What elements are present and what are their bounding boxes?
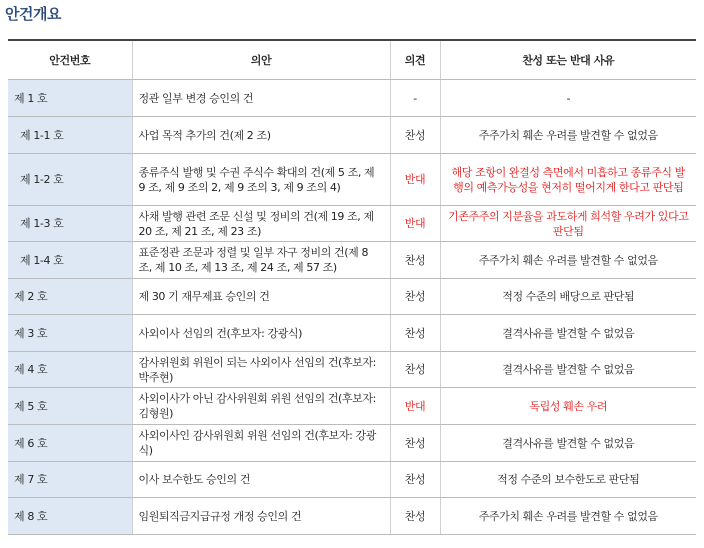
opinion-cell: 찬성 <box>390 462 440 498</box>
header-opinion: 의견 <box>390 40 440 80</box>
reason-cell: 주주가치 훼손 우려를 발견할 수 없었음 <box>440 498 696 535</box>
table-row <box>8 117 696 154</box>
agenda-title-cell: 정관 일부 변경 승인의 건 <box>132 80 390 117</box>
agenda-table <box>8 39 696 535</box>
agenda-number-cell: 제 1-4 호 <box>8 242 132 279</box>
header-number: 안건번호 <box>8 40 132 80</box>
agenda-title-cell: 임원퇴직금지급규정 개정 승인의 건 <box>132 498 390 535</box>
reason-cell: - <box>440 80 696 117</box>
agenda-title-cell: 사업 목적 추가의 건(제 2 조) <box>132 117 390 154</box>
agenda-number-cell: 제 3 호 <box>8 315 132 352</box>
agenda-title-cell: 사채 발행 관련 조문 신설 및 정비의 건(제 19 조, 제 20 조, 제 21 조, 제 23 조) <box>132 206 390 242</box>
header-reason: 찬성 또는 반대 사유 <box>440 40 696 80</box>
agenda-title-cell: 표준정관 조문과 정렬 및 일부 자구 정비의 건(제 8 조, 제 10 조, 제 13 조, 제 24 조, 제 57 조) <box>132 242 390 279</box>
reason-cell: 적정 수준의 보수한도로 판단됨 <box>440 462 696 498</box>
table-header-row <box>8 40 696 80</box>
reason-cell: 해당 조항이 완결성 측면에서 미흡하고 종류주식 발행의 예측가능성을 현저히 떨어지게 한다고 판단됨 <box>440 154 696 206</box>
table-row <box>8 462 696 498</box>
agenda-number-cell: 제 6 호 <box>8 425 132 462</box>
opinion-cell: 찬성 <box>390 315 440 352</box>
agenda-title-cell: 제 30 기 재무제표 승인의 건 <box>132 279 390 315</box>
opinion-cell: 찬성 <box>390 352 440 388</box>
agenda-number-cell: 제 1 호 <box>8 80 132 117</box>
reason-cell: 결격사유를 발견할 수 없었음 <box>440 315 696 352</box>
opinion-cell: 찬성 <box>390 242 440 279</box>
table-row <box>8 242 696 279</box>
opinion-cell: - <box>390 80 440 117</box>
agenda-number-cell: 제 8 호 <box>8 498 132 535</box>
table-row <box>8 279 696 315</box>
opinion-cell: 반대 <box>390 154 440 206</box>
reason-cell: 적정 수준의 배당으로 판단됨 <box>440 279 696 315</box>
reason-cell: 결격사유를 발견할 수 없었음 <box>440 425 696 462</box>
reason-cell: 기존주주의 지분율을 과도하게 희석할 우려가 있다고 판단됨 <box>440 206 696 242</box>
agenda-number-cell: 제 2 호 <box>8 279 132 315</box>
reason-cell: 주주가치 훼손 우려를 발견할 수 없었음 <box>440 242 696 279</box>
reason-cell: 주주가치 훼손 우려를 발견할 수 없었음 <box>440 117 696 154</box>
agenda-number-cell: 제 4 호 <box>8 352 132 388</box>
opinion-cell: 반대 <box>390 206 440 242</box>
agenda-number-cell: 제 1-2 호 <box>8 154 132 206</box>
reason-cell: 독립성 훼손 우려 <box>440 388 696 425</box>
table-row <box>8 388 696 425</box>
agenda-title-cell: 사외이사인 감사위원회 위원 선임의 건(후보자: 강광식) <box>132 425 390 462</box>
agenda-title-cell: 사외이사가 아닌 감사위원회 위원 선임의 건(후보자: 김형원) <box>132 388 390 425</box>
table-row <box>8 154 696 206</box>
table-row <box>8 206 696 242</box>
opinion-cell: 반대 <box>390 388 440 425</box>
agenda-title-cell: 이사 보수한도 승인의 건 <box>132 462 390 498</box>
agenda-number-cell: 제 5 호 <box>8 388 132 425</box>
page-title: 안건개요 <box>5 5 61 23</box>
table-row <box>8 80 696 117</box>
agenda-title-cell: 사외이사 선임의 건(후보자: 강광식) <box>132 315 390 352</box>
table-row <box>8 315 696 352</box>
agenda-number-cell: 제 1-1 호 <box>8 117 132 154</box>
agenda-title-cell: 종류주식 발행 및 수권 주식수 확대의 건(제 5 조, 제 9 조, 제 9 조의 2, 제 9 조의 3, 제 9 조의 4) <box>132 154 390 206</box>
agenda-number-cell: 제 1-3 호 <box>8 206 132 242</box>
table-row <box>8 352 696 388</box>
header-agenda: 의안 <box>132 40 390 80</box>
opinion-cell: 찬성 <box>390 117 440 154</box>
agenda-title-cell: 감사위원회 위원이 되는 사외이사 선임의 건(후보자: 박주현) <box>132 352 390 388</box>
table-row <box>8 498 696 535</box>
agenda-number-cell: 제 7 호 <box>8 462 132 498</box>
table-row <box>8 425 696 462</box>
opinion-cell: 찬성 <box>390 498 440 535</box>
reason-cell: 결격사유를 발견할 수 없었음 <box>440 352 696 388</box>
opinion-cell: 찬성 <box>390 279 440 315</box>
opinion-cell: 찬성 <box>390 425 440 462</box>
